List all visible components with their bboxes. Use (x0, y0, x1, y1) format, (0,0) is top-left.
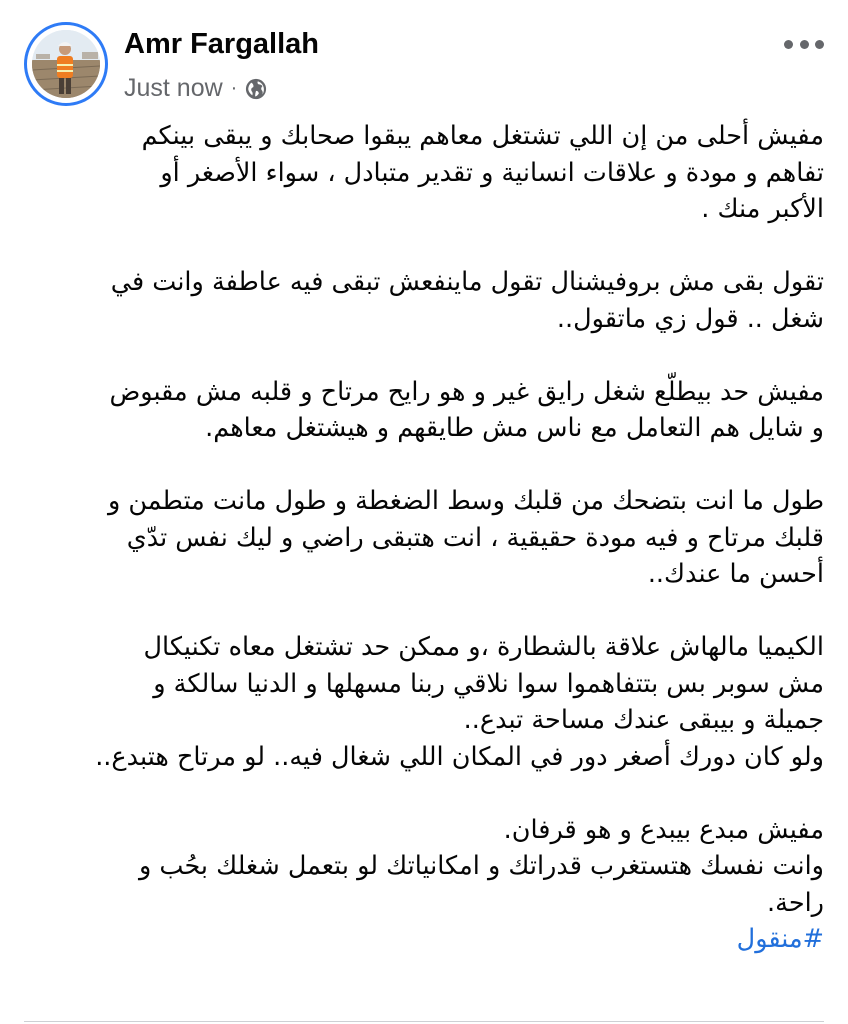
avatar[interactable] (32, 30, 100, 98)
post-paragraph: مفيش حد بيطلّع شغل رايق غير و هو رايح مرتاح و قلبه مش مقبوض و شايل هم التعامل مع ناس مش طايقهم و هيشتغل معاهم. (109, 376, 824, 443)
author-name[interactable]: Amr Fargallah (124, 28, 319, 60)
timestamp[interactable]: Just now (124, 74, 223, 102)
post-header (24, 22, 832, 112)
post-paragraph: مفيش مبدع بيبدع و هو قرفان. وانت نفسك هتستغرب قدراتك و امكانياتك لو بتعمل شغلك بحُب و راحة. (138, 814, 824, 918)
avatar-story-ring[interactable] (24, 22, 108, 106)
post-paragraph: تقول بقى مش بروفيشنال تقول ماينفعش تبقى فيه عاطفة وانت في شغل .. قول زي ماتقول.. (110, 267, 824, 334)
meta-separator: · (230, 77, 238, 99)
more-horizontal-icon (784, 40, 793, 49)
avatar-photo-icon (32, 30, 100, 98)
post-text (28, 118, 824, 958)
more-options-button[interactable] (784, 30, 824, 58)
hashtag-link[interactable]: #منقول (736, 924, 824, 954)
post-meta (124, 74, 267, 103)
globe-icon[interactable] (245, 78, 267, 100)
post-paragraph: طول ما انت بتضحك من قلبك وسط الضغطة و طول مانت متطمن و قلبك مرتاح و فيه مودة حقيقية ، انت هتبقى راضي و ليك نفس تدّي أحسن ما عندك.. (107, 486, 824, 589)
post-paragraph: مفيش أحلى من إن اللي تشتغل معاهم يبقوا صحابك و يبقى بينكم تفاهم و مودة و علاقات انسانية و تقدير متبادل ، سواء الأصغر أو الأكبر منك . (141, 121, 824, 224)
post-divider (24, 1021, 824, 1022)
post-paragraph: الكيميا مالهاش علاقة بالشطارة ،و ممكن حد تشتغل معاه تكنيكال مش سوبر بس بتتفاهموا سوا نلاقي ربنا مسهلها و الدنيا سالكة و جميلة و بيبقى عندك مساحة تبدع.. ولو كان دورك أصغر دور في المكان اللي شغال فيه.. لو مرتاح هتبدع.. (95, 632, 824, 772)
